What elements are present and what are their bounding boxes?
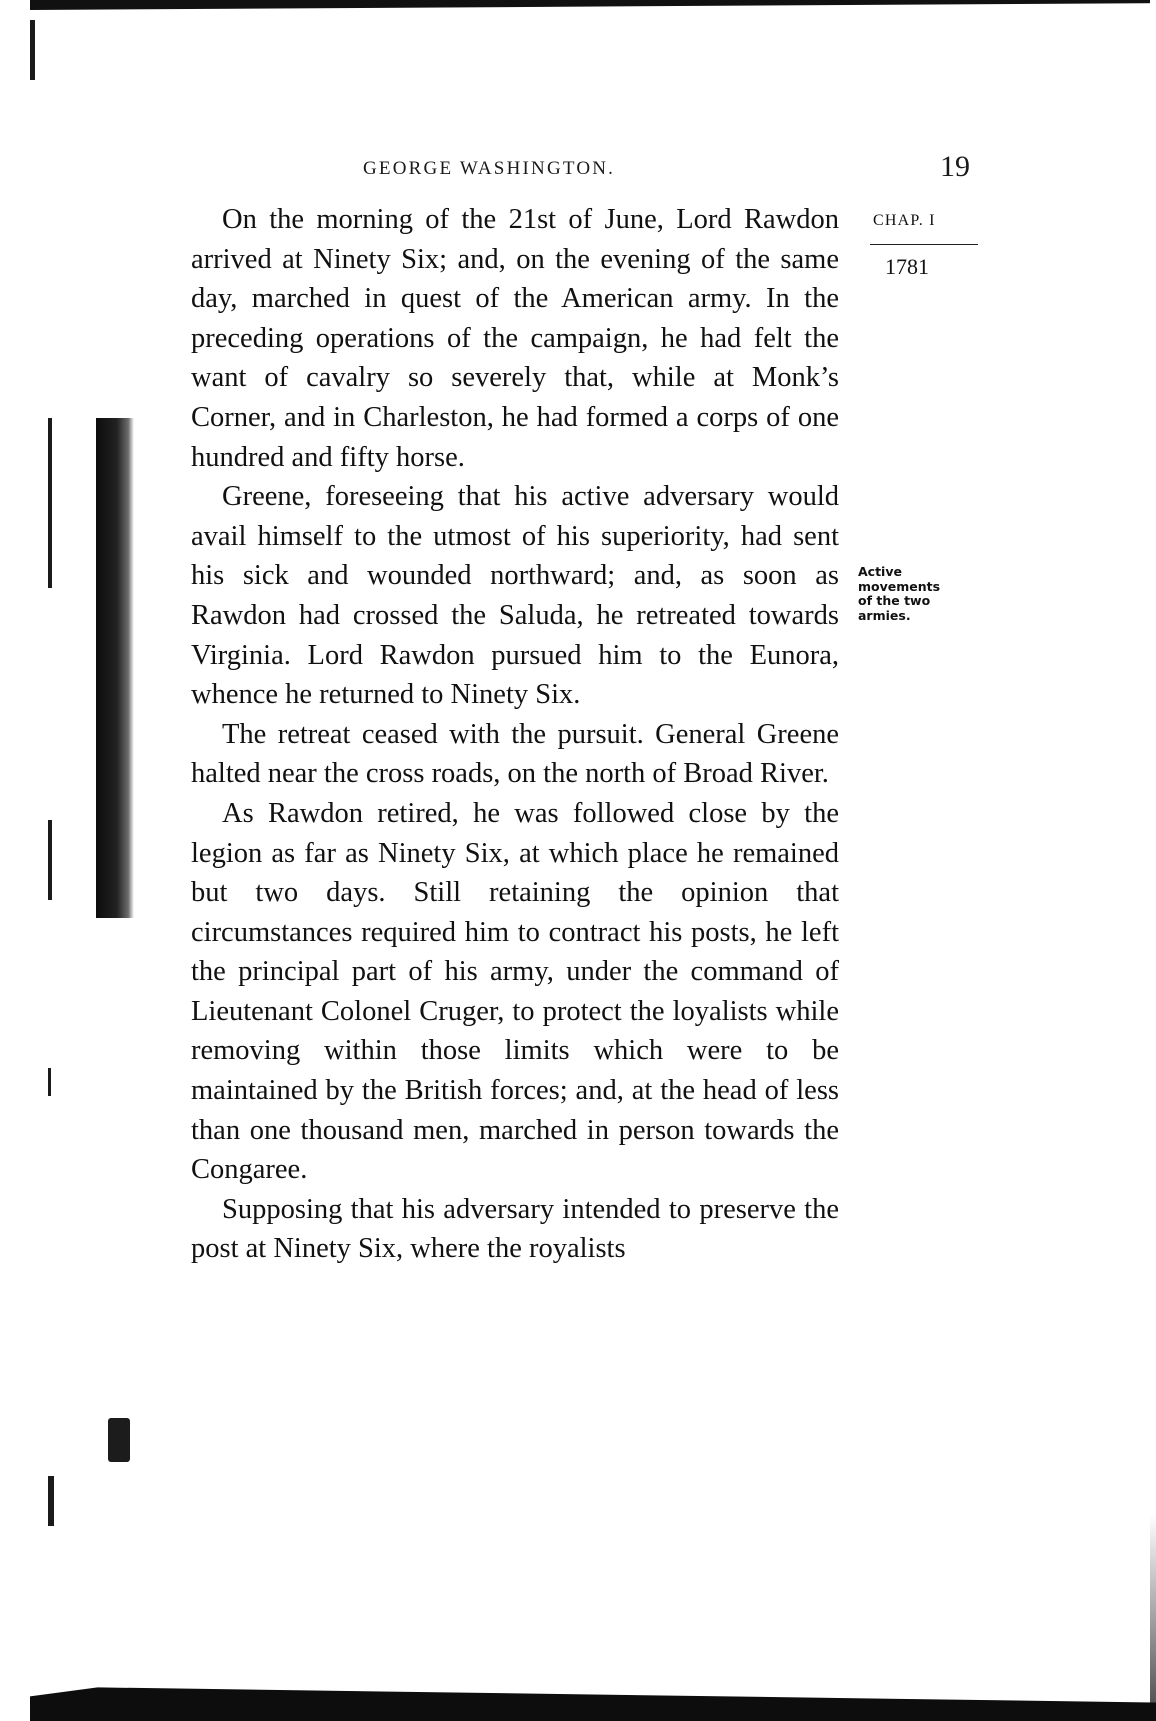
margin-note-line: movements (858, 578, 941, 594)
scan-border-right (1150, 0, 1156, 1721)
scan-border-bottom (30, 1680, 1156, 1721)
scan-mark-left (48, 820, 52, 900)
margin-note-line: of the two (858, 593, 931, 608)
running-head-title: GEORGE WASHINGTON. (363, 158, 616, 179)
scan-border-top (30, 0, 1156, 10)
scan-mark-top-left (30, 20, 35, 80)
scan-binding-shadow (96, 418, 134, 918)
body-text (191, 200, 839, 1269)
paragraph: On the morning of the 21st of June, Lord Rawdon arrived at Ninety Six; and, on the evening of the same day, marched in quest of the American army. In the preceding operations of the campaign, he had felt the want of cavalry so severely that, while at Monk’s Corner, and in Charleston, he had formed a corps of one hundred and fifty horse. (191, 204, 839, 473)
paragraph: Greene, foreseeing that his active adversary would avail himself to the utmost of his superiority, had sent his sick and wounded northward; and, as soon as Rawdon had crossed the Saluda, he retreated towards Virginia. Lord Rawdon pursued him to the Eunora, whence he returned to Ninety Six. (191, 481, 839, 711)
paragraph: As Rawdon retired, he was followed close by the legion as far as Ninety Six, at which place he remained but two days. Still retaining the opinion that circumstances required him to contract his posts, he left the principal part of his army, under the command of Lieutenant Colonel Cruger, to protect the loyalists while removing within those limits which were to be maintained by the British forces; and, at the head of less than one thousand men, marched in person towards the Congaree. (191, 797, 839, 1186)
scan-mark-blob (108, 1418, 130, 1462)
margin-note-line: armies. (858, 607, 911, 623)
scan-mark-left (48, 418, 52, 588)
margin-year: 1781 (885, 254, 929, 279)
margin-chapter-label: CHAP. I (873, 212, 936, 229)
paragraph: Supposing that his adversary intended to preserve the post at Ninety Six, where the royalists (191, 1193, 839, 1265)
page-number: 19 (940, 150, 970, 183)
margin-note (858, 565, 968, 623)
scan-mark-left (48, 1476, 54, 1526)
scan-mark-left (48, 1068, 51, 1096)
margin-rule (870, 244, 978, 245)
paragraph: The retreat ceased with the pursuit. General Greene halted near the cross roads, on the north of Broad River. (191, 718, 839, 790)
margin-note-line: Active (858, 564, 902, 579)
